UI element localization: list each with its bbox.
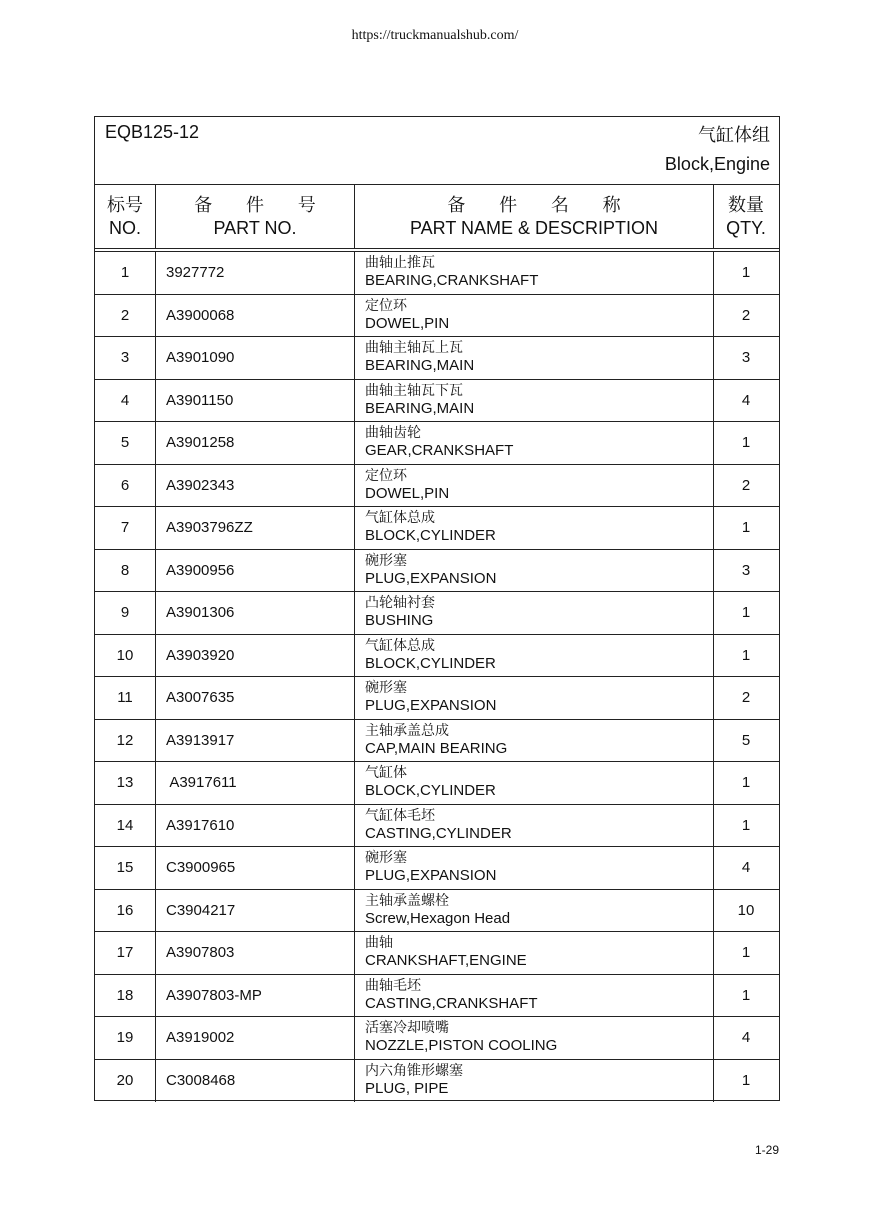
row-number: 8	[95, 550, 156, 592]
part-name-english: PLUG, PIPE	[365, 1080, 449, 1098]
part-description	[355, 422, 714, 464]
part-number-text: A3903920	[166, 646, 235, 664]
column-no-en: NO.	[108, 217, 141, 238]
model-code: EQB125-12	[105, 122, 200, 142]
table-row	[95, 380, 779, 423]
row-number: 5	[95, 422, 156, 464]
part-description	[355, 295, 714, 337]
parts-table	[94, 116, 780, 1101]
table-row	[95, 1017, 779, 1060]
quantity: 1	[741, 1072, 751, 1090]
part-description	[355, 380, 714, 422]
part-number	[156, 507, 355, 549]
quantity: 1	[741, 944, 751, 962]
part-number-text: A3901306	[166, 604, 235, 622]
row-number: 9	[95, 592, 156, 634]
table-row	[95, 507, 779, 550]
part-name-chinese: 曲轴止推瓦	[365, 255, 435, 272]
part-description	[355, 677, 714, 719]
part-name-english: CASTING,CYLINDER	[365, 824, 512, 842]
part-name-english: BEARING,MAIN	[365, 357, 475, 375]
quantity: 1	[741, 264, 751, 282]
part-name-chinese: 活塞冷却喷嘴	[365, 1020, 449, 1037]
part-name-chinese: 内六角锥形螺塞	[365, 1063, 463, 1080]
part-name-chinese: 定位环	[365, 467, 407, 484]
part-description	[355, 592, 714, 634]
column-header-row	[95, 185, 779, 249]
row-number: 7	[95, 507, 156, 549]
part-name-chinese: 曲轴主轴瓦下瓦	[365, 382, 463, 399]
part-number	[156, 465, 355, 507]
row-number: 13	[95, 762, 156, 804]
part-description	[355, 847, 714, 889]
part-description	[355, 337, 714, 379]
part-number	[156, 847, 355, 889]
column-header-description	[355, 185, 714, 248]
part-number	[156, 720, 355, 762]
table-row	[95, 635, 779, 678]
part-number-text: A3900956	[166, 561, 235, 579]
column-part-cn: 备 件 号	[194, 194, 330, 216]
part-name-english: DOWEL,PIN	[365, 484, 450, 502]
part-name-chinese: 碗形塞	[365, 850, 407, 867]
part-name-english: PLUG,EXPANSION	[365, 697, 497, 715]
part-name-english: BLOCK,CYLINDER	[365, 782, 496, 800]
part-name-english: CAP,MAIN BEARING	[365, 739, 508, 757]
page-number: 1-29	[754, 1143, 779, 1157]
table-row	[95, 592, 779, 635]
table-row	[95, 677, 779, 720]
row-number: 12	[95, 720, 156, 762]
part-description	[355, 805, 714, 847]
row-number: 16	[95, 890, 156, 932]
part-name-chinese: 主轴承盖螺栓	[365, 892, 449, 909]
part-name-english: DOWEL,PIN	[365, 314, 450, 332]
part-number	[156, 805, 355, 847]
group-name-english: Block,Engine	[664, 154, 770, 174]
part-number-text: A3901090	[166, 349, 235, 367]
part-number-text: A3917611	[166, 774, 237, 792]
column-qty-cn: 数量	[728, 194, 764, 216]
part-number	[156, 1060, 355, 1103]
part-number-text: A3901150	[166, 391, 234, 409]
part-number	[156, 762, 355, 804]
quantity: 4	[741, 391, 751, 409]
part-number	[156, 635, 355, 677]
part-description	[355, 762, 714, 804]
part-number	[156, 295, 355, 337]
table-row	[95, 847, 779, 890]
part-name-chinese: 曲轴	[365, 935, 393, 952]
part-number-text: A3900068	[166, 306, 235, 324]
part-number	[156, 932, 355, 974]
source-url[interactable]: https://truckmanualshub.com/	[351, 28, 519, 43]
part-name-chinese: 曲轴主轴瓦上瓦	[365, 340, 463, 357]
quantity: 4	[741, 859, 751, 877]
row-number: 10	[95, 635, 156, 677]
part-description	[355, 635, 714, 677]
part-number-text: A3917610	[166, 816, 235, 834]
table-row	[95, 550, 779, 593]
part-name-chinese: 主轴承盖总成	[365, 722, 449, 739]
row-number: 4	[95, 380, 156, 422]
quantity: 1	[741, 604, 751, 622]
row-number: 18	[95, 975, 156, 1017]
part-name-chinese: 定位环	[365, 297, 407, 314]
table-row	[95, 252, 779, 295]
part-number	[156, 380, 355, 422]
column-part-en: PART NO.	[213, 217, 297, 238]
column-header-qty	[714, 185, 778, 248]
row-number: 20	[95, 1060, 156, 1103]
quantity: 3	[741, 561, 751, 579]
row-number: 2	[95, 295, 156, 337]
quantity: 10	[737, 901, 755, 919]
part-number-text: A3913917	[166, 731, 235, 749]
part-name-english: BEARING,MAIN	[365, 399, 475, 417]
part-name-chinese: 曲轴毛坯	[365, 977, 421, 994]
part-name-english: Screw,Hexagon Head	[365, 909, 511, 927]
table-row	[95, 975, 779, 1018]
part-name-chinese: 气缸体	[365, 765, 407, 782]
part-name-chinese: 曲轴齿轮	[365, 425, 421, 442]
row-number: 17	[95, 932, 156, 974]
row-number: 14	[95, 805, 156, 847]
column-desc-en: PART NAME & DESCRIPTION	[409, 217, 659, 238]
part-description	[355, 890, 714, 932]
column-qty-en: QTY.	[726, 217, 766, 238]
part-name-english: PLUG,EXPANSION	[365, 867, 497, 885]
part-name-english: NOZZLE,PISTON COOLING	[365, 1037, 558, 1055]
group-name-chinese: 气缸体组	[698, 125, 770, 146]
part-description	[355, 1060, 714, 1103]
table-row	[95, 337, 779, 380]
part-number-text: A3903796ZZ	[166, 519, 253, 537]
part-number-text: A3907803-MP	[166, 986, 262, 1004]
part-number-text: C3008468	[166, 1072, 236, 1090]
row-number: 1	[95, 252, 156, 294]
table-row	[95, 295, 779, 338]
row-number: 3	[95, 337, 156, 379]
table-row	[95, 465, 779, 508]
table-title-block	[95, 117, 779, 185]
quantity: 2	[741, 476, 751, 494]
part-number	[156, 550, 355, 592]
row-number: 15	[95, 847, 156, 889]
quantity: 1	[741, 519, 751, 537]
part-name-english: CRANKSHAFT,ENGINE	[365, 952, 527, 970]
part-number-text: A3901258	[166, 434, 235, 452]
part-name-english: CASTING,CRANKSHAFT	[365, 994, 538, 1012]
quantity: 1	[741, 986, 751, 1004]
quantity: 5	[741, 731, 751, 749]
table-row	[95, 1060, 779, 1103]
part-name-chinese: 气缸体毛坯	[365, 807, 435, 824]
column-header-no	[95, 185, 156, 248]
column-desc-cn: 备 件 名 称	[447, 194, 635, 216]
part-name-english: BLOCK,CYLINDER	[365, 654, 496, 672]
part-name-chinese: 气缸体总成	[365, 637, 435, 654]
table-row	[95, 422, 779, 465]
part-name-english: BEARING,CRANKSHAFT	[365, 272, 539, 290]
quantity: 2	[741, 306, 751, 324]
row-number: 6	[95, 465, 156, 507]
part-number-text: A3007635	[166, 689, 235, 707]
part-number	[156, 890, 355, 932]
part-name-english: BUSHING	[365, 612, 434, 630]
part-name-chinese: 碗形塞	[365, 552, 407, 569]
row-number: 19	[95, 1017, 156, 1059]
part-number	[156, 592, 355, 634]
quantity: 1	[741, 774, 751, 792]
quantity: 1	[741, 434, 751, 452]
quantity: 1	[741, 816, 751, 834]
table-body	[95, 251, 779, 1102]
part-name-english: GEAR,CRANKSHAFT	[365, 442, 514, 460]
part-name-chinese: 碗形塞	[365, 680, 407, 697]
part-number-text: A3907803	[166, 944, 235, 962]
table-row	[95, 805, 779, 848]
table-row	[95, 720, 779, 763]
part-number	[156, 975, 355, 1017]
table-row	[95, 762, 779, 805]
part-description	[355, 252, 714, 294]
column-header-part-no	[156, 185, 355, 248]
part-number	[156, 677, 355, 719]
part-description	[355, 932, 714, 974]
quantity: 3	[741, 349, 751, 367]
column-no-cn: 标号	[107, 194, 143, 216]
part-description	[355, 975, 714, 1017]
table-row	[95, 932, 779, 975]
part-number-text: C3904217	[166, 901, 236, 919]
part-number	[156, 252, 355, 294]
part-name-chinese: 凸轮轴衬套	[365, 595, 435, 612]
part-name-english: PLUG,EXPANSION	[365, 569, 497, 587]
table-row	[95, 890, 779, 933]
part-description	[355, 507, 714, 549]
part-number-text: A3919002	[166, 1029, 235, 1047]
part-number	[156, 1017, 355, 1059]
part-description	[355, 720, 714, 762]
row-number: 11	[95, 677, 156, 719]
part-description	[355, 465, 714, 507]
part-number	[156, 337, 355, 379]
part-number	[156, 422, 355, 464]
part-description	[355, 1017, 714, 1059]
quantity: 2	[741, 689, 751, 707]
part-name-chinese: 气缸体总成	[365, 510, 435, 527]
part-name-english: BLOCK,CYLINDER	[365, 527, 496, 545]
part-number-text: C3900965	[166, 859, 236, 877]
part-number-text: 3927772	[166, 264, 225, 282]
part-number-text: A3902343	[166, 476, 235, 494]
part-description	[355, 550, 714, 592]
quantity: 4	[741, 1029, 751, 1047]
quantity: 1	[741, 646, 751, 664]
